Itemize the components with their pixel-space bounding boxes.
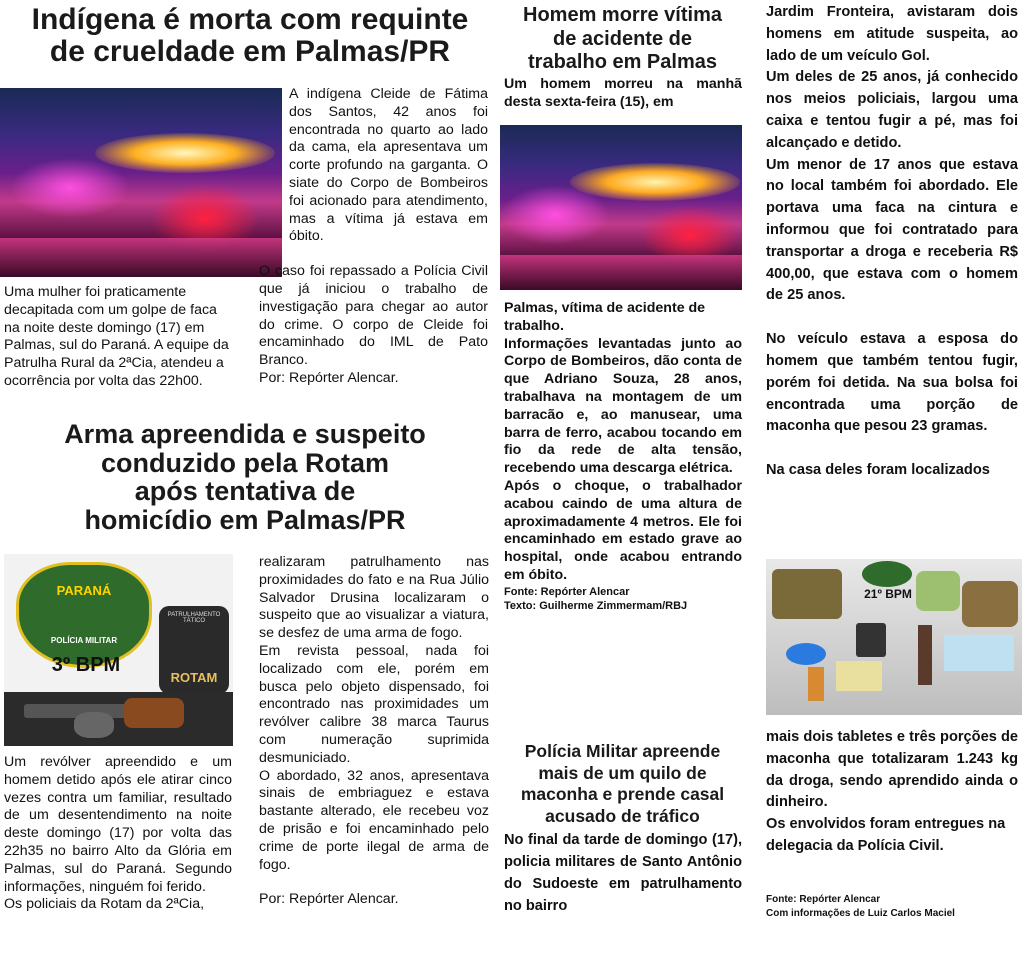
caption-indigena: Uma mulher foi praticamente decapitada com um golpe de faca na noite deste domingo (17) em Palmas, sul do Paraná. A equipe da Patrulha Rural da 2ªCia, atendeu a ocorrência por volta das 22h00. <box>4 284 229 389</box>
byline-arma: Por: Repórter Alencar. <box>259 891 399 908</box>
article-arma <box>0 420 500 953</box>
text-maconha-end: mais dois tabletes e três porções de maconha que totalizaram 1.243 kg da droga, sendo aprendido ainda o dinheiro. Os envolvidos foram entregues na delegacia da Polícia Civil. <box>766 729 1018 854</box>
caption-arma: Um revólver apreendido e um homem detido após ele atirar cinco vezes contra um familiar, resultado de um desentendimento na noite deste domingo (17) por volta das 22h35 no bairro Alto da Glória em Palmas, sul do Paraná. Segundo informações, ninguém foi ferido. Os policiais da Rotam da 2ªCia, <box>4 754 232 913</box>
text-arma-p3: O abordado, 32 anos, apresentava sinais de embriaguez e estava bastante alterado, ele recebeu voz de prisão e foi encaminhado pelo crime de porte ilegal de arma de fogo. <box>259 767 489 873</box>
headline-acidente: Homem morre vítima de acidente de trabalho em Palmas <box>523 4 722 73</box>
headline-indigena: Indígena é morta com requinte de crueldade em Palmas/PR <box>31 3 469 69</box>
text-arma-p2: Em revista pessoal, nada foi localizado com ele, porém em busca pelo objeto dispensado, foi encontrado nas proximidades um revólver calibre 38 marca Taurus com numeração suprimida desmuniciado. <box>259 642 489 766</box>
text-indigena-p1: A indígena Cleide de Fátima dos Santos, 42 anos foi encontrada no quarto ao lado da cama, ela apresentava um corte profundo na garganta. O siate do Corpo de Bombeiros foi acionado para atendimento, mas a vítima já estava em óbito. <box>289 86 488 245</box>
text-acidente-p1: Palmas, vítima de acidente de trabalho. <box>504 300 706 334</box>
police-badge: PARANÁ POLÍCIA MILITAR <box>16 562 152 668</box>
byline-indigena: Por: Repórter Alencar. <box>259 369 399 386</box>
article-indigena <box>0 0 500 400</box>
article-maconha <box>500 0 1024 953</box>
photo-seized-revolver <box>4 554 233 746</box>
headline-maconha: Polícia Militar apreende mais de um quilo de maconha e prende casal acusado de tráfico <box>520 741 725 826</box>
photo-seized-drugs <box>766 559 1022 715</box>
photo-police-siren <box>0 88 282 277</box>
bpm-sign: 3º BPM <box>51 654 121 676</box>
text-acidente-p3: Após o choque, o trabalhador acabou caindo de uma altura de aproximadamente 4 metros. Ele foi encaminhado em estado grave ao hospital, onde acabou entrando em óbito. <box>504 477 742 583</box>
revolver <box>4 692 233 746</box>
text-maconha-start: No final da tarde de domingo (17), policia militares de Santo Antônio do Sudoeste em patrulhamento no bairro <box>504 832 742 914</box>
text-arma-p1: realizaram patrulhamento nas proximidades do fato e na Rua Júlio Salvador Drusina localizaram o suspeito que ao visualizar a viatura, se desfez de uma arma de fogo. <box>259 554 489 642</box>
rotam-patch: PATRULHAMENTO TÁTICO ROTAM <box>159 606 229 694</box>
source-maconha: Fonte: Repórter Alencar Com informações de Luiz Carlos Maciel <box>766 894 955 919</box>
bpm-sign-21: 21º BPM <box>864 587 912 601</box>
source-acidente: Fonte: Repórter Alencar <box>504 585 630 598</box>
text-acidente-p2: Informações levantadas junto ao Corpo de Bombeiros, dão conta de que Adriano Souza, 28 anos, trabalhava na montagem de um barracão e, ao manusear, uma barra de ferro, acabou tocando em fio da rede de alta tensão, recebendo uma descarga elétrica. <box>504 335 742 477</box>
headline-arma: Arma apreendida e suspeito conduzido pela Rotam após tentativa de homicídio em Palmas/PR <box>64 419 426 535</box>
text-maconha-col2: Jardim Fronteira, avistaram dois homens em atitude suspeita, ao lado de um veículo Gol. Um deles de 25 anos, já conhecido nos meios policiais, largou uma caixa e tentou fugir a pé, mas foi alcançado e detido. Um menor de 17 anos que estava no local também foi abordado. Ele portava uma faca na cintura e informou que foi contratado para transportar a droga e receberia R$ 400,00, que estava com o homem de 25 anos. No veículo estava a esposa do homem que também tentou fugir, porém foi detida. Na sua bolsa foi encontrada uma porção de maconha que pesou 23 gramas. Na casa deles foram localizados <box>766 4 1018 479</box>
lead-acidente: Um homem morreu na manhã desta sexta-feira (15), em <box>504 76 742 110</box>
text-arma <box>259 554 489 909</box>
text-indigena-p2: O caso foi repassado a Polícia Civil que já iniciou o trabalho de investigação para chegar ao autor do crime. O corpo de Cleide foi encaminhado do IML de Pato Branco. <box>259 263 488 369</box>
text-indigena <box>259 86 488 388</box>
author-acidente: Texto: Guilherme Zimmermam/RBJ <box>504 599 688 612</box>
